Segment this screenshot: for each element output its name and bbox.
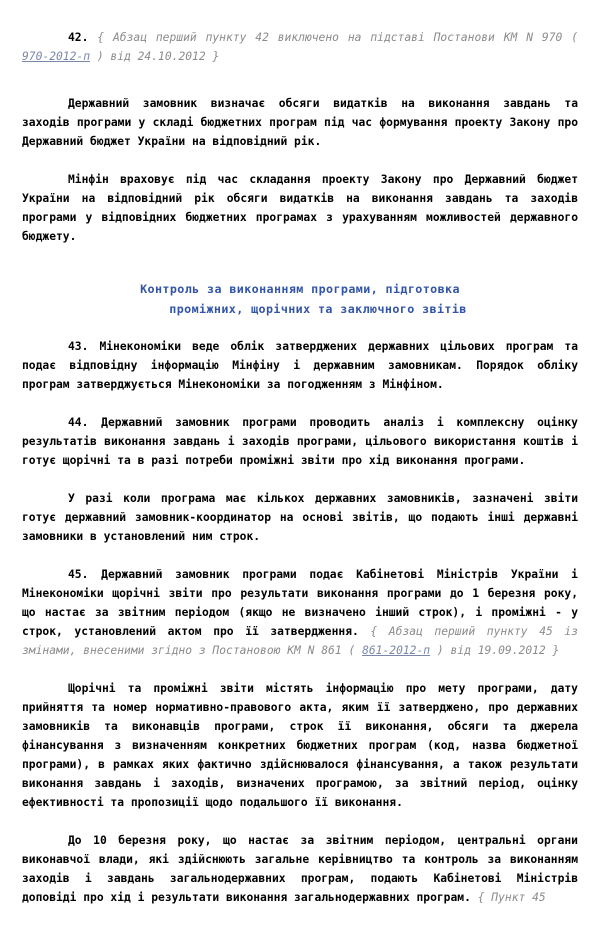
clause-42-annotation bbox=[22, 28, 578, 66]
gap-after-clause-42 bbox=[22, 85, 578, 94]
section-heading-line-1: Контроль за виконанням програми, підготовка bbox=[140, 282, 460, 296]
clause-42-annotation-close: ) від 24.10.2012 } bbox=[96, 50, 220, 63]
section-heading bbox=[22, 279, 578, 319]
clause-42-number: 42. bbox=[68, 31, 89, 44]
clause-45-annotation-close: ) від 19.09.2012 } bbox=[436, 644, 560, 657]
link-861-2012-p[interactable]: 861-2012-п bbox=[362, 644, 431, 657]
paragraph-march-deadline-text: До 10 березня року, що настає за звітним періодом, центральні органи виконавчої влади, які здійснюють загальне керівництво та контроль за виконанням заходів і завдань загальнодержавних програм, подають Кабінетові Міністрів доповіді про хід і результати виконання загальнодержавних програм. bbox=[22, 834, 578, 904]
clause-43-number: 43. bbox=[68, 340, 89, 353]
paragraph-march-annotation-tail: { Пункт 45 bbox=[477, 891, 546, 904]
clause-45-text: Державний замовник програми подає Кабінетові Міністрів України і Мінекономіки щорічні звіти про результати виконання програми до 1 березня року, що настає за звітним періодом (якщо не визначено інший строк), і проміжні - у строк, установлений актом про її затвердження. bbox=[22, 568, 578, 638]
clause-45 bbox=[22, 565, 578, 660]
gap-before-heading bbox=[22, 265, 578, 279]
paragraph-reports-content: Щорічні та проміжні звіти містять інформацію про мету програми, дату прийняття та номер нормативно-правового акта, яким її затверджено, про державних замовників та виконавців програми, строк її виконання, обсяги та джерела фінансування з визначенням конкретних бюджетних програм (код, назва бюджетної програми), в рамках яких фактично здійснювалося фінансування, а також результати виконання завдань і заходів, визначених програмою, за звітний період, оцінку ефективності та пропозиції щодо подальшого її виконання. bbox=[22, 682, 578, 809]
paragraph-state-customer: Державний замовник визначає обсяги видатків на виконання завдань та заходів програми у складі бюджетних програм під час формування проекту Закону про Державний бюджет України на відповідний рік. bbox=[22, 97, 578, 148]
clause-45-annotation-open: { Абзац перший пункту 45 із змінами, внесеними згідно з Постановою КМ N 861 ( bbox=[22, 625, 578, 657]
section-heading-line-2: проміжних, щорічних та заключного звітів bbox=[169, 302, 467, 316]
paragraph-minfin: Мінфін враховує під час складання проекту Закону про Державний бюджет України на відповідний рік обсяги видатків на виконання завдань та заходів програми у відповідних бюджетних програмах з урахуванням можливостей державного бюджету. bbox=[22, 173, 578, 243]
link-970-2012-p[interactable]: 970-2012-п bbox=[22, 50, 91, 63]
clause-42-annotation-open: { Абзац перший пункту 42 виключено на підставі Постанови КМ N 970 ( bbox=[97, 31, 578, 44]
clause-44-text: Державний замовник програми проводить аналіз і комплексну оцінку результатів виконання завдань і заходів програми, цільового використання коштів і готує щорічні та в разі потреби проміжні звіти про хід виконання програми. bbox=[22, 416, 578, 467]
clause-44-number: 44. bbox=[68, 416, 89, 429]
clause-43 bbox=[22, 337, 578, 394]
clause-45-number: 45. bbox=[68, 568, 89, 581]
paragraph-coordinator: У разі коли програма має кількох державних замовників, зазначені звіти готує державний замовник-координатор на основі звітів, що подають інші державні замовники в установлений ним строк. bbox=[22, 492, 578, 543]
paragraph-march-deadline bbox=[22, 831, 578, 907]
clause-43-text: Мінекономіки веде облік затверджених державних цільових програм та подає відповідну інформацію Мінфіну і державним замовникам. Порядок обліку програм затверджується Мінекономіки за погодженням з Мінфіном. bbox=[22, 340, 578, 391]
clause-44 bbox=[22, 413, 578, 470]
